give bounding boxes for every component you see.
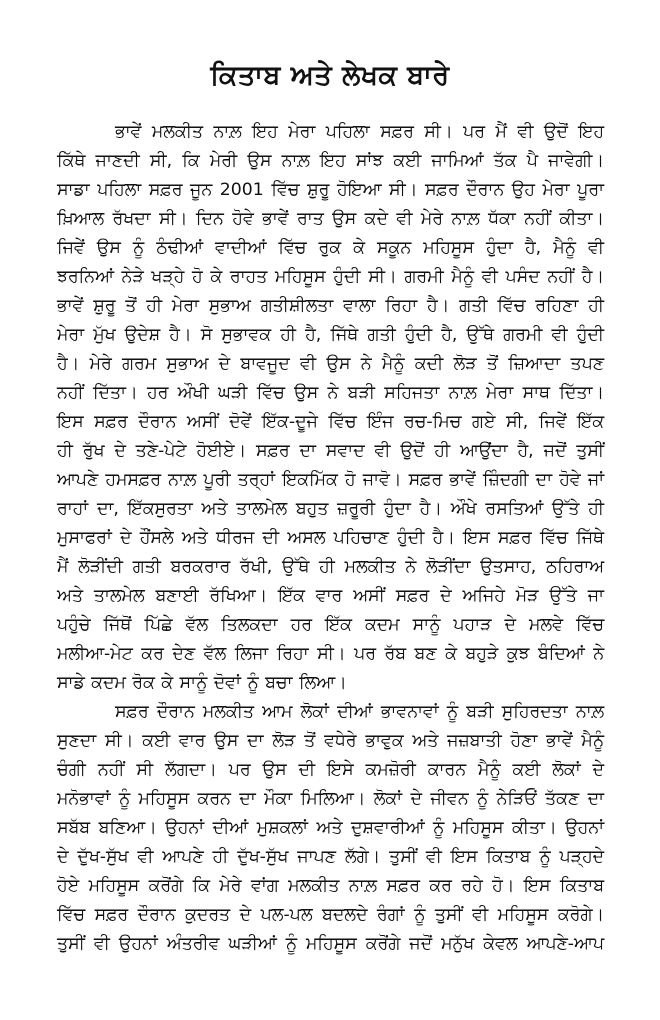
paragraph-1-line: ਖ਼ਿਆਲ ਰੱਖਦਾ ਸੀ। ਦਿਨ ਹੋਵੇ ਭਾਵੇਂ ਰਾਤ ਉਸ ਕਦੇ ਵੀ ਮੇਰੇ ਨਾਲ਼ ਧੱਕਾ ਨਹੀਂ ਕੀਤਾ। bbox=[57, 209, 604, 229]
paragraph-1-line: ਕਿੱਥੇ ਜਾਣਦੀ ਸੀ, ਕਿ ਮੇਰੀ ਉਸ ਨਾਲ਼ ਇਹ ਸਾਂਝ ਕਈ ਜਾਮਿਆਂ ਤੱਕ ਪੈ ਜਾਵੇਗੀ। bbox=[57, 151, 604, 171]
page-title: ਕਿਤਾਬ ਅਤੇ ਲੇਖਕ ਬਾਰੇ bbox=[210, 60, 450, 91]
paragraph-1-line: ਆਪਣੇ ਹਮਸਫ਼ਰ ਨਾਲ਼ ਪੂਰੀ ਤਰ੍ਹਾਂ ਇਕਮਿੱਕ ਹੋ ਜਾਵੋ। ਸਫ਼ਰ ਭਾਵੇਂ ਜ਼ਿੰਦਗੀ ਦਾ ਹੋਵੇ ਜਾਂ bbox=[57, 470, 604, 490]
paragraph-2-line: ਵਿੱਚ ਸਫ਼ਰ ਦੌਰਾਨ ਕੁਦਰਤ ਦੇ ਪਲ-ਪਲ ਬਦਲਦੇ ਰੰਗਾਂ ਨੂੰ ਤੁਸੀਂ ਵੀ ਮਹਿਸੂਸ ਕਰੋਗੇ। bbox=[57, 905, 604, 925]
paragraph-1-line: ਝਰਨਿਆਂ ਨੇੜੇ ਖੜ੍ਹੇ ਹੋ ਕੇ ਰਾਹਤ ਮਹਿਸੂਸ ਹੁੰਦੀ ਸੀ। ਗਰਮੀ ਮੈਨੂੰ ਵੀ ਪਸੰਦ ਨਹੀਂ ਹੈ। bbox=[57, 267, 604, 287]
paragraph-1-line: ਨਹੀਂ ਦਿੱਤਾ। ਹਰ ਔਖੀ ਘੜੀ ਵਿੱਚ ਉਸ ਨੇ ਬੜੀ ਸਹਿਜਤਾ ਨਾਲ਼ ਮੇਰਾ ਸਾਥ ਦਿੱਤਾ। bbox=[57, 383, 604, 403]
paragraph-1-line: ਹੀ ਰੁੱਖ ਦੇ ਤਣੇ-ਪੇਟੇ ਹੋਈਏ। ਸਫ਼ਰ ਦਾ ਸਵਾਦ ਵੀ ਉਦੋਂ ਹੀ ਆਉਂਦਾ ਹੈ, ਜਦੋਂ ਤੁਸੀਂ bbox=[57, 441, 604, 461]
paragraph-2-line: ਸਬੱਬ ਬਣਿਆ। ਉਹਨਾਂ ਦੀਆਂ ਮੁਸ਼ਕਲਾਂ ਅਤੇ ਦੁਸ਼ਵਾਰੀਆਂ ਨੂੰ ਮਹਿਸੂਸ ਕੀਤਾ। ਉਹਨਾਂ bbox=[57, 818, 604, 838]
paragraph-1-line: ਅਤੇ ਤਾਲਮੇਲ ਬਣਾਈ ਰੱਖਿਆ। ਇੱਕ ਵਾਰ ਅਸੀਂ ਸਫ਼ਰ ਦੇ ਅਜਿਹੇ ਮੋੜ ਉੱਤੇ ਜਾ bbox=[57, 586, 604, 606]
paragraph-1-line: ਮੇਰਾ ਮੁੱਖ ਉਦੇਸ਼ ਹੈ। ਸੋ ਸੁਭਾਵਕ ਹੀ ਹੈ, ਜਿੱਥੇ ਗਤੀ ਹੁੰਦੀ ਹੈ, ਉੱਥੇ ਗਰਮੀ ਵੀ ਹੁੰਦੀ bbox=[57, 325, 604, 345]
paragraph-1-line: ਭਾਵੇਂ ਸ਼ੁਰੂ ਤੋਂ ਹੀ ਮੇਰਾ ਸੁਭਾਅ ਗਤੀਸ਼ੀਲਤਾ ਵਾਲਾ ਰਿਹਾ ਹੈ। ਗਤੀ ਵਿੱਚ ਰਹਿਣਾ ਹੀ bbox=[57, 296, 604, 316]
paragraph-1-line: ਹੈ। ਮੇਰੇ ਗਰਮ ਸੁਭਾਅ ਦੇ ਬਾਵਜੂਦ ਵੀ ਉਸ ਨੇ ਮੈਨੂੰ ਕਦੀ ਲੋੜ ਤੋਂ ਜ਼ਿਆਦਾ ਤਪਣ bbox=[57, 354, 604, 374]
paragraph-2-line: ਦੇ ਦੁੱਖ-ਸੁੱਖ ਵੀ ਆਪਣੇ ਹੀ ਦੁੱਖ-ਸੁੱਖ ਜਾਪਣ ਲੱਗੇ। ਤੁਸੀਂ ਵੀ ਇਸ ਕਿਤਾਬ ਨੂੰ ਪੜ੍ਹਦੇ bbox=[57, 847, 604, 867]
paragraph-2-line: ਸੁਣਦਾ ਸੀ। ਕਈ ਵਾਰ ਉਸ ਦਾ ਲੋੜ ਤੋਂ ਵਧੇਰੇ ਭਾਵੁਕ ਅਤੇ ਜਜ਼ਬਾਤੀ ਹੋਣਾ ਭਾਵੇਂ ਮੈਨੂੰ bbox=[57, 731, 604, 751]
paragraph-1-line: ਇਸ ਸਫ਼ਰ ਦੌਰਾਨ ਅਸੀਂ ਦੋਵੇਂ ਇੱਕ-ਦੂਜੇ ਵਿੱਚ ਇੰਜ ਰਚ-ਮਿਚ ਗਏ ਸੀ, ਜਿਵੇਂ ਇੱਕ bbox=[57, 412, 604, 432]
paragraph-1-line: ਮਲੀਆ-ਮੇਟ ਕਰ ਦੇਣ ਵੱਲ ਲਿਜਾ ਰਿਹਾ ਸੀ। ਪਰ ਰੱਬ ਬਣ ਕੇ ਬਹੁੜੇ ਕੁਝ ਬੰਦਿਆਂ ਨੇ bbox=[57, 644, 604, 664]
paragraph-2-line: ਤੁਸੀਂ ਵੀ ਉਹਨਾਂ ਅੰਤਰੀਵ ਘੜੀਆਂ ਨੂੰ ਮਹਿਸੂਸ ਕਰੋਂਗੇ ਜਦੋਂ ਮਨੁੱਖ ਕੇਵਲ ਆਪਣੇ-ਆਪ bbox=[57, 934, 604, 954]
paragraph-1-line: ਭਾਵੇਂ ਮਲਕੀਤ ਨਾਲ਼ ਇਹ ਮੇਰਾ ਪਹਿਲਾ ਸਫ਼ਰ ਸੀ। ਪਰ ਮੈਂ ਵੀ ਉਦੋਂ ਇਹ bbox=[115, 122, 604, 142]
paragraph-1-line: ਮੈਂ ਲੋੜੀਂਦੀ ਗਤੀ ਬਰਕਰਾਰ ਰੱਖੀ, ਉੱਥੇ ਹੀ ਮਲਕੀਤ ਨੇ ਲੋੜੀਂਦਾ ਉਤਸਾਹ, ਠਹਿਰਾਅ bbox=[57, 557, 604, 577]
paragraph-1-line: ਜਿਵੇਂ ਉਸ ਨੂੰ ਠੰਢੀਆਂ ਵਾਦੀਆਂ ਵਿੱਚ ਰੁਕ ਕੇ ਸਕੂਨ ਮਹਿਸੂਸ ਹੁੰਦਾ ਹੈ, ਮੈਨੂੰ ਵੀ bbox=[57, 238, 604, 258]
paragraph-2-line: ਮਨੋਭਾਵਾਂ ਨੂੰ ਮਹਿਸੂਸ ਕਰਨ ਦਾ ਮੌਕਾ ਮਿਲਿਆ। ਲੋਕਾਂ ਦੇ ਜੀਵਨ ਨੂੰ ਨੇੜਿਓਂ ਤੱਕਣ ਦਾ bbox=[57, 789, 604, 809]
paragraph-1-line: ਸਾਡਾ ਪਹਿਲਾ ਸਫ਼ਰ ਜੂਨ 2001 ਵਿੱਚ ਸ਼ੁਰੂ ਹੋਇਆ ਸੀ। ਸਫ਼ਰ ਦੌਰਾਨ ਉਹ ਮੇਰਾ ਪੂਰਾ bbox=[57, 180, 604, 200]
paragraph-1-line: ਮੁਸਾਫਰਾਂ ਦੇ ਹੌਂਸਲੇ ਅਤੇ ਧੀਰਜ ਦੀ ਅਸਲ ਪਹਿਚਾਣ ਹੁੰਦੀ ਹੈ। ਇਸ ਸਫ਼ਰ ਵਿੱਚ ਜਿੱਥੇ bbox=[57, 528, 604, 548]
paragraph-2-line: ਹੋਏ ਮਹਿਸੂਸ ਕਰੋਂਗੇ ਕਿ ਮੇਰੇ ਵਾਂਗ ਮਲਕੀਤ ਨਾਲ਼ ਸਫ਼ਰ ਕਰ ਰਹੇ ਹੋ। ਇਸ ਕਿਤਾਬ bbox=[57, 876, 604, 896]
paragraph-1-line: ਪਹੁੰਚੇ ਜਿੱਥੋਂ ਪਿੱਛੇ ਵੱਲ ਤਿਲਕਦਾ ਹਰ ਇੱਕ ਕਦਮ ਸਾਨੂੰ ਪਹਾੜ ਦੇ ਮਲਵੇ ਵਿੱਚ bbox=[57, 615, 604, 635]
paragraph-2-line: ਸਫ਼ਰ ਦੌਰਾਨ ਮਲਕੀਤ ਆਮ ਲੋਕਾਂ ਦੀਆਂ ਭਾਵਨਾਵਾਂ ਨੂੰ ਬੜੀ ਸੁਹਿਰਦਤਾ ਨਾਲ਼ bbox=[115, 702, 604, 722]
paragraph-2-line: ਚੰਗੀ ਨਹੀਂ ਸੀ ਲੱਗਦਾ। ਪਰ ਉਸ ਦੀ ਇਸੇ ਕਮਜ਼ੋਰੀ ਕਾਰਨ ਮੈਨੂੰ ਕਈ ਲੋਕਾਂ ਦੇ bbox=[57, 760, 604, 780]
paragraph-1-line: ਸਾਡੇ ਕਦਮ ਰੋਕ ਕੇ ਸਾਨੂੰ ਦੋਵਾਂ ਨੂੰ ਬਚਾ ਲਿਆ। bbox=[57, 673, 347, 693]
paragraph-1-line: ਰਾਹਾਂ ਦਾ, ਇੱਕਸੁਰਤਾ ਅਤੇ ਤਾਲਮੇਲ ਬਹੁਤ ਜ਼ਰੂਰੀ ਹੁੰਦਾ ਹੈ। ਔਖੇ ਰਸਤਿਆਂ ਉੱਤੇ ਹੀ bbox=[57, 499, 604, 519]
